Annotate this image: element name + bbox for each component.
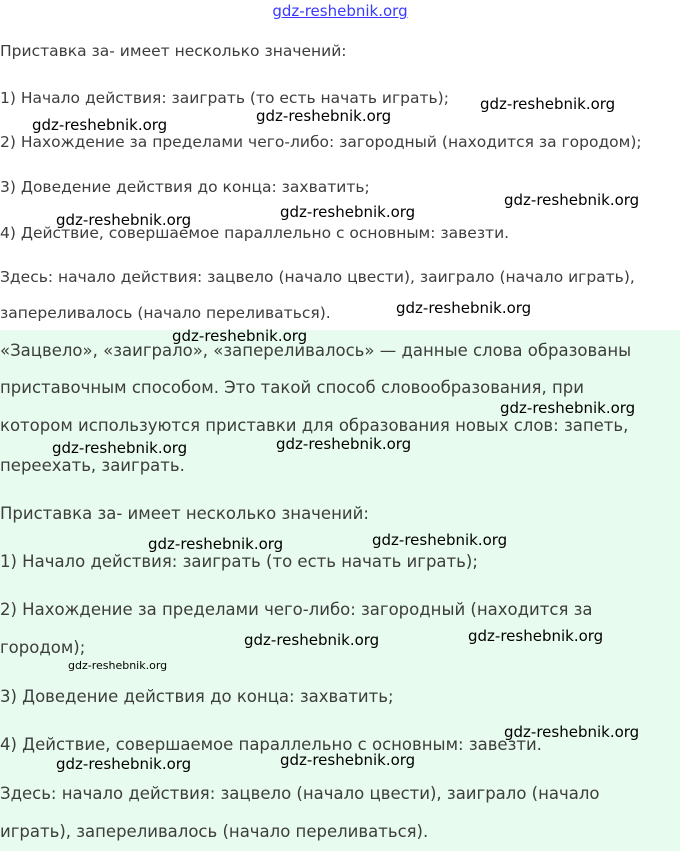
watermark-text: gdz-reshebnik.org bbox=[372, 531, 508, 549]
watermark-text: gdz-reshebnik.org bbox=[280, 751, 416, 769]
text-line: 3) Доведение действия до конца: захватить; bbox=[0, 687, 394, 706]
text-line: 4) Действие, совершаемое параллельно с основным: завезти. bbox=[0, 735, 542, 754]
site-link[interactable]: gdz-reshebnik.org bbox=[272, 2, 408, 20]
text-line: Здесь: начало действия: зацвело (начало цвести), заиграло (начало bbox=[0, 784, 600, 803]
answer-section-plain bbox=[0, 0, 680, 330]
text-line: 1) Начало действия: заиграть (то есть начать играть); bbox=[0, 89, 449, 107]
text-line: «Зацвело», «заиграло», «запереливалось» — данные слова образованы bbox=[0, 341, 632, 360]
watermark-text: gdz-reshebnik.org bbox=[244, 631, 380, 649]
text-line: играть), запереливалось (начало переливаться). bbox=[0, 822, 429, 841]
text-line: 2) Нахождение за пределами чего-либо: загородный (находится за городом); bbox=[0, 133, 642, 151]
text-line: 3) Доведение действия до конца: захватить; bbox=[0, 178, 370, 196]
watermark-text: gdz-reshebnik.org bbox=[468, 627, 604, 645]
text-line: 2) Нахождение за пределами чего-либо: загородный (находится за bbox=[0, 600, 593, 619]
watermark-text: gdz-reshebnik.org bbox=[504, 723, 640, 741]
watermark-text: gdz-reshebnik.org bbox=[480, 95, 616, 113]
watermark-text: gdz-reshebnik.org bbox=[504, 191, 640, 209]
watermark-text: gdz-reshebnik.org bbox=[396, 299, 532, 317]
watermark-text: gdz-reshebnik.org bbox=[32, 116, 168, 134]
watermark-text: gdz-reshebnik.org bbox=[56, 755, 192, 773]
text-line: Приставка за- имеет несколько значений: bbox=[0, 42, 347, 60]
watermark-text: gdz-reshebnik.org bbox=[280, 203, 416, 221]
watermark-text: gdz-reshebnik.org bbox=[500, 399, 636, 417]
text-line: 4) Действие, совершаемое параллельно с основным: завезти. bbox=[0, 224, 510, 242]
watermark-text: gdz-reshebnik.org bbox=[68, 659, 168, 672]
watermark-text: gdz-reshebnik.org bbox=[256, 107, 392, 125]
watermark-text: gdz-reshebnik.org bbox=[148, 535, 284, 553]
text-line: запереливалось (начало переливаться). bbox=[0, 304, 331, 322]
text-line: Здесь: начало действия: зацвело (начало цвести), заиграло (начало играть), bbox=[0, 268, 635, 286]
text-line: котором используются приставки для образования новых слов: запеть, bbox=[0, 416, 629, 435]
watermark-text: gdz-reshebnik.org bbox=[276, 435, 412, 453]
text-line: приставочным способом. Это такой способ словообразования, при bbox=[0, 378, 584, 397]
watermark-text: gdz-reshebnik.org bbox=[52, 439, 188, 457]
text-line: 1) Начало действия: заиграть (то есть начать играть); bbox=[0, 552, 478, 571]
watermark-text: gdz-reshebnik.org bbox=[56, 211, 192, 229]
text-line: Приставка за- имеет несколько значений: bbox=[0, 504, 369, 523]
watermark-text: gdz-reshebnik.org bbox=[172, 327, 308, 345]
text-line: городом); bbox=[0, 638, 86, 657]
text-line: переехать, заиграть. bbox=[0, 456, 185, 475]
